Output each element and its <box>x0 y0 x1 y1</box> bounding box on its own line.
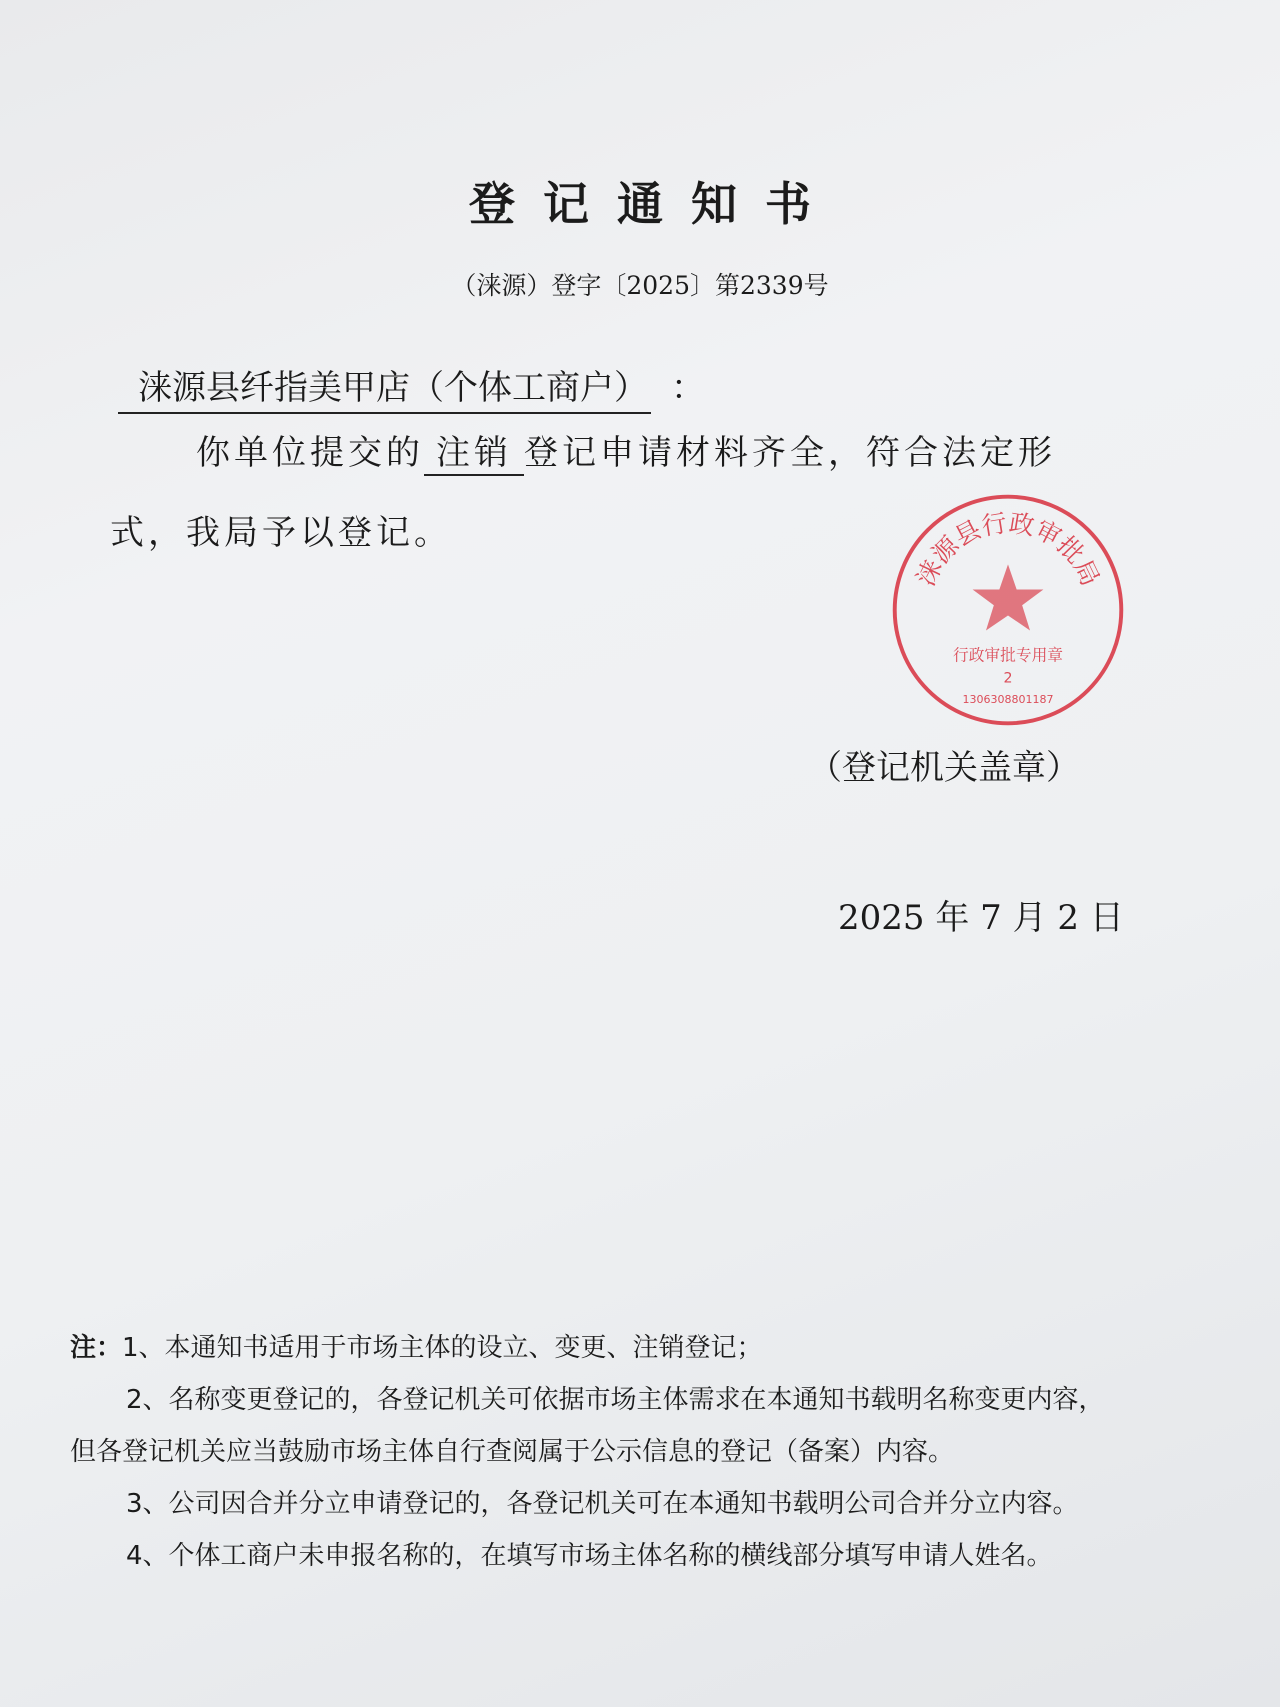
seal-inner-text: 行政审批专用章 <box>952 645 1064 665</box>
issue-date: 2025 年 7 月 2 日 <box>838 898 1124 938</box>
body-line-2: 式，我局予以登记。 <box>110 513 452 553</box>
seal-code: 1306308801187 <box>962 692 1054 706</box>
notes-section <box>70 1322 1105 1582</box>
document-number: （涞源）登字〔2025〕第2339号 <box>451 271 829 300</box>
note-item: 4、个体工商户未申报名称的，在填写市场主体名称的横线部分填写申请人姓名。 <box>126 1541 1053 1571</box>
note-item: 但各登记机关应当鼓励市场主体自行查阅属于公示信息的登记（备案）内容。 <box>70 1437 955 1467</box>
addressee-line <box>118 360 705 409</box>
body-prefix: 你单位提交的 <box>196 433 424 473</box>
seal-outer-text: 涞源县行政审批局 <box>910 508 1106 591</box>
addressee-colon: ： <box>671 368 705 408</box>
star-icon <box>973 564 1044 630</box>
note-item: 3、公司因合并分立申请登记的，各登记机关可在本通知书载明公司合并分立内容。 <box>126 1489 1079 1519</box>
notes-label: 注： <box>70 1333 123 1363</box>
body-line-1 <box>196 425 1056 476</box>
document-title: 登记通知书 <box>469 177 839 231</box>
seal-number: 2 <box>1003 670 1013 687</box>
registration-type: 注销 <box>424 425 524 476</box>
note-item: 2、名称变更登记的，各登记机关可依据市场主体需求在本通知书载明名称变更内容， <box>126 1385 1105 1415</box>
official-seal <box>890 492 1126 728</box>
note-item: 注：1、本通知书适用于市场主体的设立、变更、注销登记； <box>70 1333 763 1363</box>
body-suffix: 登记申请材料齐全，符合法定形 <box>524 433 1056 473</box>
seal-label: （登记机关盖章） <box>808 748 1080 788</box>
addressee-name: 涞源县纤指美甲店（个体工商户） <box>118 368 651 414</box>
